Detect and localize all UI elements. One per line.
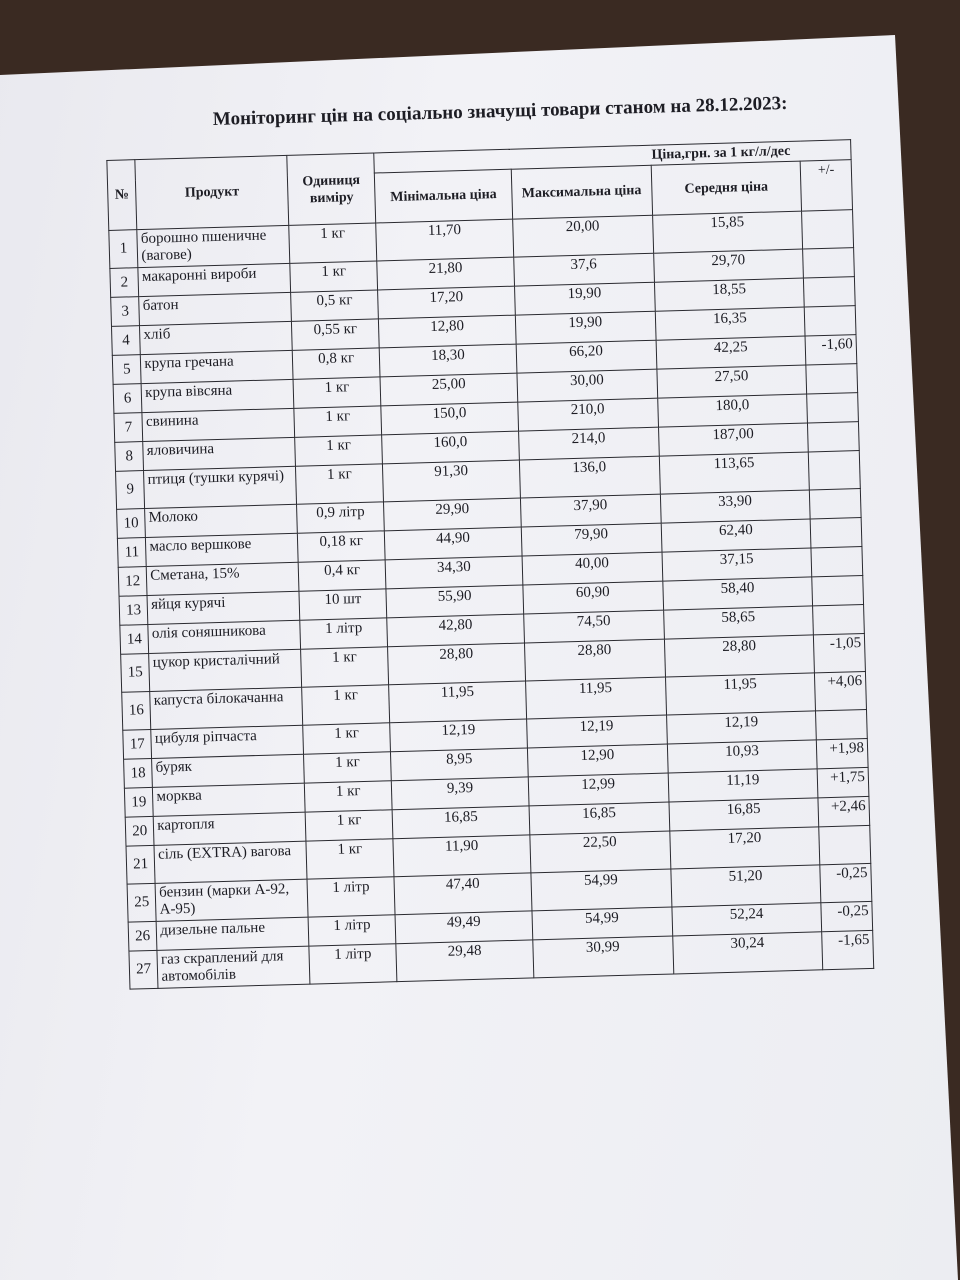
- cell-delta: +1,98: [817, 738, 868, 768]
- cell-no: 21: [126, 845, 155, 884]
- cell-unit: 1 кг: [306, 839, 394, 879]
- cell-avg: 17,20: [669, 827, 820, 869]
- cell-min: 29,48: [396, 940, 534, 982]
- cell-min: 12,19: [390, 719, 527, 752]
- cell-no: 8: [115, 442, 144, 472]
- header-min: Мінімальна ціна: [375, 169, 513, 223]
- cell-avg: 62,40: [661, 519, 812, 552]
- cell-max: 210,0: [518, 398, 658, 431]
- cell-product: капуста білокачанна: [150, 687, 303, 729]
- cell-product: макаронні вироби: [138, 263, 291, 296]
- cell-delta: [809, 451, 861, 490]
- cell-min: 17,20: [378, 286, 515, 319]
- cell-product: бензин (марки А-92, А-95): [155, 879, 308, 921]
- cell-unit: 1 літр: [308, 915, 396, 946]
- cell-max: 74,50: [524, 610, 664, 643]
- cell-avg: 42,25: [656, 336, 807, 369]
- cell-unit: 1 кг: [305, 810, 393, 841]
- cell-avg: 52,24: [671, 903, 822, 936]
- document: [105, 91, 889, 990]
- cell-product: морква: [153, 783, 306, 816]
- cell-product: картопля: [154, 812, 307, 845]
- cell-no: 2: [110, 268, 139, 298]
- price-table: [106, 139, 874, 989]
- cell-min: 91,30: [383, 460, 521, 502]
- cell-min: 16,85: [392, 806, 529, 839]
- cell-no: 6: [113, 384, 142, 414]
- cell-avg: 11,95: [665, 673, 816, 715]
- cell-unit: 0,5 кг: [291, 290, 379, 321]
- cell-min: 11,95: [389, 681, 527, 723]
- cell-min: 55,90: [386, 585, 523, 618]
- cell-unit: 1 кг: [293, 377, 381, 408]
- cell-avg: 51,20: [670, 865, 821, 907]
- cell-max: 40,00: [522, 552, 662, 585]
- cell-max: 60,90: [523, 581, 663, 614]
- cell-delta: -1,60: [805, 335, 856, 365]
- cell-unit: 0,8 кг: [292, 348, 380, 379]
- cell-max: 12,99: [528, 773, 668, 806]
- cell-delta: [807, 393, 858, 423]
- cell-max: 54,99: [532, 907, 672, 940]
- cell-unit: 1 кг: [302, 685, 390, 725]
- cell-delta: -0,25: [821, 901, 872, 931]
- header-price-group: Ціна,грн. за 1 кг/л/дес: [374, 140, 851, 173]
- cell-no: 16: [122, 691, 151, 730]
- cell-product: буряк: [152, 754, 305, 787]
- cell-no: 3: [111, 297, 140, 327]
- cell-delta: [804, 277, 855, 307]
- cell-no: 10: [117, 509, 146, 539]
- cell-avg: 16,85: [669, 798, 820, 831]
- cell-product: Сметана, 15%: [147, 562, 300, 595]
- cell-unit: 1 літр: [309, 944, 397, 984]
- cell-max: 28,80: [524, 639, 665, 681]
- header-delta: +/-: [800, 160, 852, 211]
- cell-product: сіль (EXTRA) вагова: [154, 841, 307, 883]
- cell-min: 18,30: [379, 344, 516, 377]
- cell-product: крупа вівсяна: [141, 379, 294, 412]
- cell-min: 29,90: [384, 498, 521, 531]
- cell-no: 15: [121, 653, 150, 692]
- cell-product: яйця курячі: [147, 591, 300, 624]
- cell-avg: 30,24: [672, 932, 823, 974]
- cell-avg: 27,50: [656, 365, 807, 398]
- cell-delta: [816, 709, 867, 739]
- cell-avg: 28,80: [664, 635, 815, 677]
- cell-avg: 187,00: [658, 423, 809, 456]
- cell-max: 19,90: [514, 282, 654, 315]
- header-no: №: [107, 160, 137, 231]
- cell-delta: +2,46: [818, 796, 869, 826]
- cell-delta: [812, 576, 863, 606]
- cell-delta: [819, 825, 871, 864]
- cell-max: 30,00: [517, 369, 657, 402]
- cell-product: цибуля ріпчаста: [151, 725, 304, 758]
- cell-no: 27: [129, 950, 158, 989]
- header-max: Максимальна ціна: [511, 165, 652, 219]
- cell-unit: 1 кг: [289, 223, 377, 263]
- cell-avg: 113,65: [659, 452, 810, 494]
- cell-delta: [802, 210, 854, 249]
- cell-unit: 1 літр: [300, 618, 388, 649]
- cell-no: 4: [111, 326, 140, 356]
- cell-product: свинина: [142, 408, 295, 441]
- cell-max: 79,90: [521, 523, 661, 556]
- cell-no: 18: [124, 758, 153, 788]
- cell-unit: 1 кг: [290, 261, 378, 292]
- cell-min: 11,90: [393, 835, 531, 877]
- header-product: Продукт: [135, 155, 289, 229]
- cell-max: 16,85: [529, 802, 669, 835]
- cell-unit: 1 кг: [303, 723, 391, 754]
- cell-unit: 1 кг: [296, 464, 384, 504]
- cell-avg: 37,15: [662, 548, 813, 581]
- cell-min: 12,80: [379, 315, 516, 348]
- cell-unit: 1 кг: [301, 647, 389, 687]
- cell-max: 22,50: [530, 831, 671, 873]
- cell-min: 160,0: [382, 431, 519, 464]
- cell-delta: +4,06: [815, 671, 867, 710]
- cell-avg: 58,65: [663, 606, 814, 639]
- cell-no: 11: [117, 538, 146, 568]
- document-title: Моніторинг цін на соціально значущі товари станом на 28.12.2023:: [212, 92, 788, 130]
- cell-delta: -0,25: [820, 863, 872, 902]
- cell-avg: 180,0: [657, 394, 808, 427]
- cell-avg: 16,35: [655, 307, 806, 340]
- cell-no: 13: [119, 596, 148, 626]
- cell-product: газ скраплений для автомобілів: [157, 946, 310, 988]
- cell-unit: 0,4 кг: [298, 560, 386, 591]
- header-unit: Одиниця виміру: [287, 153, 376, 225]
- cell-delta: [806, 364, 857, 394]
- cell-min: 150,0: [381, 402, 518, 435]
- cell-unit: 0,9 літр: [297, 502, 385, 533]
- cell-unit: 1 кг: [295, 435, 383, 466]
- cell-product: Молоко: [145, 504, 298, 537]
- cell-product: крупа гречана: [141, 350, 294, 383]
- cell-min: 25,00: [380, 373, 517, 406]
- cell-delta: -1,65: [822, 930, 874, 969]
- header-avg: Середня ціна: [651, 161, 802, 215]
- cell-min: 49,49: [395, 911, 532, 944]
- cell-min: 21,80: [377, 257, 514, 290]
- cell-unit: 1 літр: [307, 877, 395, 917]
- cell-max: 20,00: [512, 215, 653, 257]
- cell-max: 12,90: [527, 744, 667, 777]
- cell-no: 19: [124, 787, 153, 817]
- cell-no: 12: [118, 567, 147, 597]
- cell-max: 214,0: [518, 427, 658, 460]
- cell-no: 5: [112, 355, 141, 385]
- cell-no: 9: [116, 471, 145, 510]
- cell-unit: 0,55 кг: [292, 319, 380, 350]
- cell-max: 12,19: [526, 715, 666, 748]
- cell-delta: [810, 518, 861, 548]
- cell-no: 20: [125, 816, 154, 846]
- cell-product: масло вершкове: [146, 533, 299, 566]
- cell-no: 17: [123, 729, 152, 759]
- cell-min: 44,90: [385, 527, 522, 560]
- table-body: [109, 210, 874, 989]
- cell-no: 7: [114, 413, 143, 443]
- cell-avg: 15,85: [652, 211, 803, 253]
- cell-avg: 18,55: [654, 278, 805, 311]
- cell-product: хліб: [140, 321, 293, 354]
- cell-avg: 10,93: [667, 740, 818, 773]
- cell-max: 136,0: [519, 456, 660, 498]
- cell-delta: [805, 306, 856, 336]
- cell-max: 19,90: [515, 311, 655, 344]
- cell-no: 26: [128, 921, 157, 951]
- cell-delta: +1,75: [817, 767, 868, 797]
- cell-max: 37,6: [514, 253, 654, 286]
- cell-min: 9,39: [391, 777, 528, 810]
- cell-max: 54,99: [531, 869, 672, 911]
- cell-product: яловичина: [143, 437, 296, 470]
- cell-product: борошно пшеничне (вагове): [137, 225, 290, 267]
- cell-avg: 11,19: [668, 769, 819, 802]
- cell-min: 8,95: [391, 748, 528, 781]
- cell-delta: [810, 489, 861, 519]
- cell-delta: [813, 605, 864, 635]
- cell-product: птиця (тушки курячі): [144, 466, 297, 508]
- cell-delta: [811, 547, 862, 577]
- cell-min: 34,30: [385, 556, 522, 589]
- cell-avg: 29,70: [653, 249, 804, 282]
- cell-product: олія соняшникова: [148, 620, 301, 653]
- cell-unit: 1 кг: [304, 781, 392, 812]
- cell-product: дизельне пальне: [156, 917, 309, 950]
- cell-no: 1: [109, 230, 138, 269]
- cell-avg: 12,19: [666, 711, 817, 744]
- cell-unit: 0,18 кг: [297, 531, 385, 562]
- cell-max: 37,90: [520, 494, 660, 527]
- cell-unit: 1 кг: [294, 406, 382, 437]
- cell-min: 47,40: [394, 873, 532, 915]
- cell-unit: 1 кг: [304, 752, 392, 783]
- cell-unit: 10 шт: [299, 589, 387, 620]
- cell-no: 25: [127, 883, 156, 922]
- cell-max: 66,20: [516, 340, 656, 373]
- cell-max: 30,99: [533, 936, 674, 978]
- cell-product: батон: [139, 292, 292, 325]
- cell-delta: -1,05: [814, 634, 866, 673]
- cell-no: 14: [120, 624, 149, 654]
- cell-avg: 33,90: [660, 490, 811, 523]
- cell-delta: [808, 422, 859, 452]
- cell-min: 11,70: [376, 219, 514, 261]
- cell-max: 11,95: [525, 677, 666, 719]
- cell-avg: 58,40: [662, 577, 813, 610]
- cell-min: 42,80: [387, 614, 524, 647]
- cell-min: 28,80: [388, 643, 526, 685]
- cell-delta: [803, 248, 854, 278]
- cell-product: цукор кристалічний: [149, 649, 302, 691]
